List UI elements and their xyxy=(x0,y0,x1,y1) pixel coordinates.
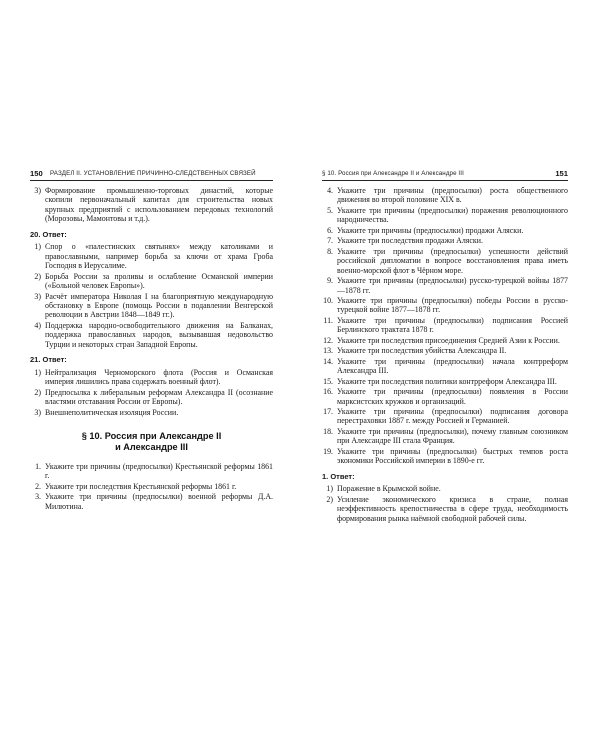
item-number: 11. xyxy=(323,315,333,325)
item-number: 3. xyxy=(35,492,41,502)
item-number: 2) xyxy=(34,271,41,281)
item-number: 4. xyxy=(327,186,333,195)
item-text: Укажите три причины (предпосылки) русско-турецкой войны 1877—1878 гг. xyxy=(337,276,568,295)
item-number: 1. xyxy=(35,461,41,471)
item-text: Укажите три причины (предпосылки), почему главным союзником при Александре III стала Франция. xyxy=(337,426,568,446)
item-text: Укажите три причины (предпосылки) подписания Россией Берлинского трактата 1878 г. xyxy=(337,315,568,335)
item-number: 2) xyxy=(326,494,333,504)
running-title: § 10. Россия при Александре II и Александре III xyxy=(322,170,464,177)
item-number: 3) xyxy=(34,186,41,195)
item-number: 1) xyxy=(326,484,333,494)
item-text: Укажите три причины (предпосылки) военной реформы Д.А. Милютина. xyxy=(45,492,273,511)
item-number: 17. xyxy=(323,406,333,416)
list-item xyxy=(30,368,273,387)
item-number: 3) xyxy=(34,291,41,301)
item-number: 7. xyxy=(327,236,333,246)
item-number: 3) xyxy=(34,407,41,417)
task-item xyxy=(322,226,568,235)
task-item xyxy=(322,276,568,295)
task-item xyxy=(322,236,568,245)
item-text: Укажите три причины (предпосылки) победы России в русско-турецкой войне 1877—1878 гг. xyxy=(337,295,568,315)
item-text: Расчёт императора Николая I на благоприятную международную обстановку в Европе (помощь России в подавлении Венгерской революции в Австрии 1848—1849 гг.). xyxy=(45,291,273,320)
list-item xyxy=(30,242,273,270)
item-text: Укажите три причины (предпосылки) подписания договора перестраховки 1887 г. между Россией и Германией. xyxy=(337,406,568,426)
item-number: 8. xyxy=(327,246,333,256)
list-item xyxy=(30,321,273,349)
item-number: 4) xyxy=(34,320,41,330)
task-item xyxy=(322,316,568,335)
item-number: 6. xyxy=(327,225,333,235)
right-page-body xyxy=(322,186,568,523)
item-text: Борьба России за проливы и ослабление Османской империи («Больной человек Европы»). xyxy=(45,271,273,291)
section-heading-line: и Александре III xyxy=(115,441,188,452)
task-item xyxy=(322,206,568,225)
list-item xyxy=(322,484,568,493)
task-item xyxy=(322,407,568,426)
item-text: Формирование промышленно-торговых династий, которые скопили первоначальный капитал для строительства новых крупных предприятий с использованием передовых технологий (Морозовы, Мамонтовы и т.д.). xyxy=(45,186,273,224)
list-item xyxy=(30,272,273,291)
section-heading xyxy=(30,431,273,453)
item-text: Укажите три последствия Крестьянской реформы 1861 г. xyxy=(45,481,237,491)
item-text: Укажите три причины (предпосылки) начала контрреформ Александра III. xyxy=(337,356,568,376)
item-text: Нейтрализация Черноморского флота (Россия и Османская империя лишились права содержать военный флот). xyxy=(45,367,273,387)
left-page-header xyxy=(30,168,273,181)
item-number: 18. xyxy=(323,426,333,436)
item-text: Укажите три последствия продажи Аляски. xyxy=(337,236,483,246)
item-number: 12. xyxy=(323,335,333,345)
item-text: Укажите три причины (предпосылки) быстрых темпов роста экономики Российской империи в 1890-е гг. xyxy=(337,446,568,466)
task-item xyxy=(30,492,273,511)
item-number: 10. xyxy=(323,295,333,305)
item-text: Укажите три причины (предпосылки) поражения революционного народничества. xyxy=(337,205,568,225)
list-item xyxy=(30,292,273,320)
right-page-header xyxy=(322,168,568,181)
item-text: Укажите три причины (предпосылки) Крестьянской реформы 1861 г. xyxy=(45,461,273,481)
item-text: Предпосылка к либеральным реформам Александра II (осознание властями отставания России от Европы). xyxy=(45,387,273,407)
task-item xyxy=(322,447,568,466)
item-number: 1) xyxy=(34,367,41,377)
item-text: Укажите три последствия убийства Александра II. xyxy=(337,346,507,356)
item-number: 1) xyxy=(34,242,41,252)
list-item xyxy=(30,388,273,407)
item-number: 13. xyxy=(323,346,333,356)
list-item xyxy=(322,495,568,523)
section-heading-line: § 10. Россия при Александре II xyxy=(81,430,222,441)
task-item xyxy=(322,387,568,406)
item-number: 5. xyxy=(327,205,333,215)
item-number: 19. xyxy=(323,446,333,456)
item-text: Укажите три причины (предпосылки) продажи Аляски. xyxy=(337,225,524,235)
right-page xyxy=(322,168,568,524)
task-item xyxy=(322,357,568,376)
item-number: 15. xyxy=(323,376,333,386)
item-text: Внешнеполитическая изоляция России. xyxy=(45,407,179,417)
task-item xyxy=(322,377,568,386)
answer-heading: 1. Ответ: xyxy=(322,471,355,481)
item-text: Поражение в Крымской войне. xyxy=(337,484,441,494)
running-title: РАЗДЕЛ II. УСТАНОВЛЕНИЕ ПРИЧИННО-СЛЕДСТВЕННЫХ СВЯЗЕЙ xyxy=(50,170,256,177)
answer-heading: 20. Ответ: xyxy=(30,229,67,239)
item-text: Укажите три причины (предпосылки) появления в России марксистских кружков и организаций. xyxy=(337,387,568,406)
task-item xyxy=(322,346,568,355)
answer-heading: 21. Ответ: xyxy=(30,355,67,365)
task-item xyxy=(30,462,273,481)
task-item xyxy=(322,427,568,446)
task-item xyxy=(322,186,568,205)
item-text: Усиление экономического кризиса в стране, полная неэффективность крепостничества в сфере труда, необходимость формирования рынка наёмной свободной рабочей силы. xyxy=(337,494,568,523)
task-item xyxy=(322,336,568,345)
item-number: 2. xyxy=(35,481,41,491)
left-page-body xyxy=(30,186,273,511)
page-number: 150 xyxy=(30,169,43,178)
item-text: Укажите три причины (предпосылки) успешности действий российской дипломатии в вопросе восстановления права иметь военно-морской флот в Чёрном море. xyxy=(337,246,568,275)
left-page xyxy=(30,168,273,512)
list-item xyxy=(30,408,273,417)
list-item xyxy=(30,186,273,224)
task-item xyxy=(322,247,568,275)
page-number: 151 xyxy=(555,169,568,178)
item-number: 16. xyxy=(323,387,333,397)
item-text: Поддержка народно-освободительного движения на Балканах, поддержка православных народов, вызывавшая недовольство Турции и некоторых стран Западной Европы. xyxy=(45,320,273,349)
item-number: 2) xyxy=(34,387,41,397)
item-text: Укажите три последствия присоединения Средней Азии к России. xyxy=(337,335,560,345)
task-item xyxy=(30,482,273,491)
item-number: 14. xyxy=(323,356,333,366)
item-text: Укажите три причины (предпосылки) роста общественного движения во второй половине XIX в. xyxy=(337,186,568,205)
task-item xyxy=(322,296,568,315)
item-text: Укажите три последствия политики контрреформ Александра III. xyxy=(337,376,557,386)
item-text: Спор о «палестинских святынях» между католиками и православными, например борьба за ключи от храма Гроба Господня в Иерусалиме. xyxy=(45,242,273,271)
item-number: 9. xyxy=(327,276,333,286)
